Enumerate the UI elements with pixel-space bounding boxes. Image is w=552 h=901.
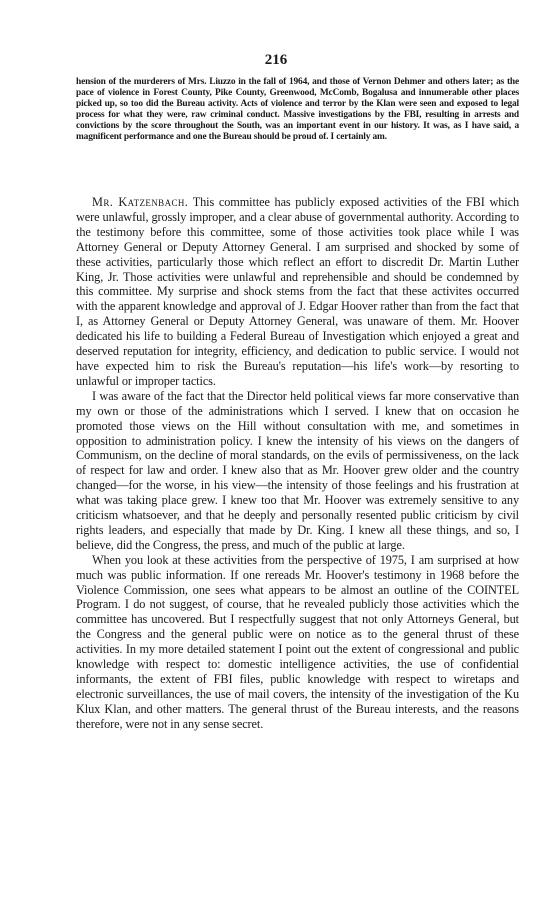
paragraph-1 — [76, 195, 519, 389]
paragraph-3: When you look at these activities from the perspective of 1975, I am surprised at how much was public information. If one rereads Mr. Hoover's testimony in 1968 before the Violence Commission, one sees what appears to be almost an outline of the COINTEL Program. I do not suggest, of course, that he revealed publicly those activities which the committee has uncovered. But I respectfully suggest that not only Attorneys General, but the Congress and the general public were on notice as to the general thrust of these activities. In my more detailed statement I point out the extent of congressional and public knowledge with respect to: domestic intelligence activities, the use of confidential informants, the extent of FBI files, public knowledge with respect to wiretaps and electronic surveillances, the use of mail covers, the intensity of the investigation of the Ku Klux Klan, and other matters. The general thrust of the Bureau interests, and the reasons therefore, were not in any sense secret. — [76, 552, 519, 731]
page-number: 216 — [264, 52, 288, 68]
testimony-body — [76, 195, 519, 732]
quoted-passage: hension of the murderers of Mrs. Liuzzo in the fall of 1964, and those of Vernon Dehmer and others later; as the pace of violence in Forest County, Pike County, Greenwood, McComb, Bogalusa and innumerable other places picked up, so too did the Bureau activity. Acts of violence and terror by the Klan were seen and exposed to legal process for what they were, raw criminal conduct. Massive investigations by the FBI, resulting in arrests and convictions by the score throughout the South, was an important event in our history. It was, as I have said, a magnificent performance and one the Bureau should be proud of. I certainly am. — [76, 77, 519, 143]
paragraph-1-text: This committee has publicly exposed activities of the FBI which were unlawful, grossly improper, and a clear abuse of governmental authority. According to the testimony before this committee, some of those activities took place while I was Attorney General or Deputy Attorney General. I am surprised and shocked by some of these activities, particularly those which reflect an effort to discredit Dr. Martin Luther King, Jr. Those activities were unlawful and reprehensible and should be condemned by this committee. My surprise and shock stems from the fact that these activites occurred with the apparent knowledge and approval of J. Edgar Hoover rather than from the fact that I, as Attorney General or Deputy Attorney General, was unaware of them. Mr. Hoover dedicated his life to building a Federal Bureau of Investigation which enjoyed a great and deserved reputation for integrity, efficiency, and dedication to public service. I would not have expected him to risk the Bureau's reputation—his life's work—by resorting to unlawful or improper tactics. — [76, 195, 519, 388]
speaker-name: Mr. Katzenbach. — [92, 195, 189, 209]
paragraph-2: I was aware of the fact that the Director held political views far more conservative than my own or those of the administrations which I served. I knew that on occasion he promoted those views on the Hill without consultation with me, and sometimes in opposition to administration policy. I knew the intensity of his views on the dangers of Communism, on the decline of moral standards, on the evils of permissiveness, on the lack of respect for law and order. I knew also that as Mr. Hoover grew older and the country changed—for the worse, in his view—the intensity of those feelings and his frustration at what was taking place grew. I knew too that Mr. Hoover was extremely sensitive to any criticism whatsoever, and that he deeply and personally resented public criticism by civil rights leaders, and especially that made by Dr. King. I knew all these things, and so, I believe, did the Congress, the press, and much of the public at large. — [76, 388, 519, 552]
